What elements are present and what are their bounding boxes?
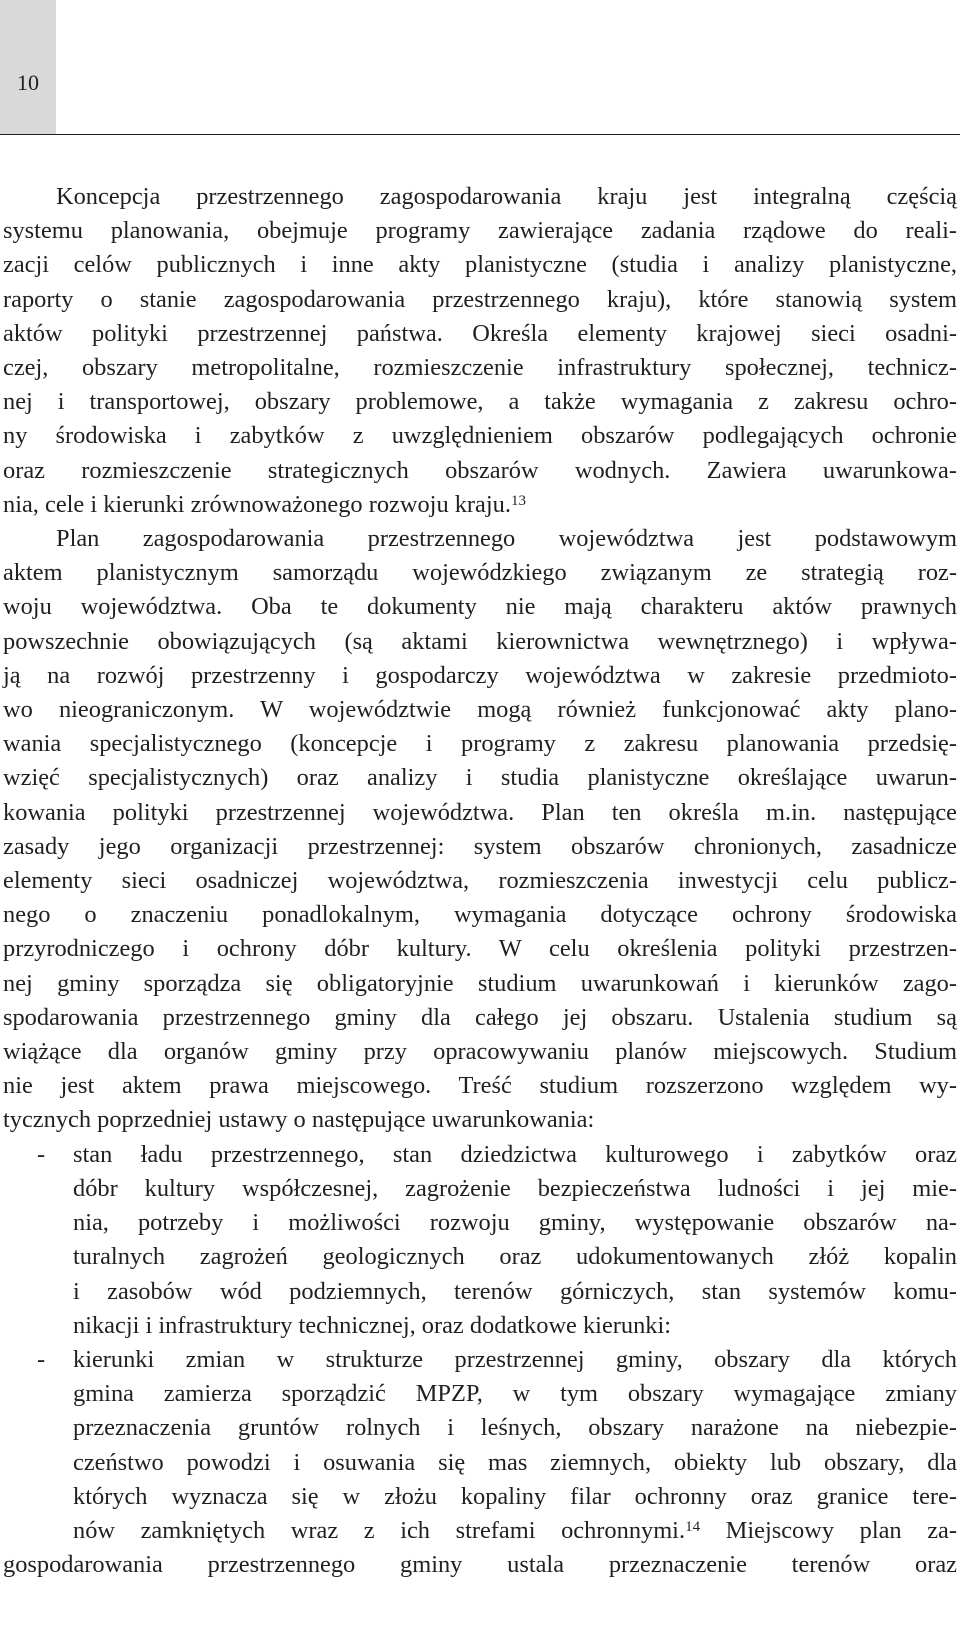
text-line: ją na rozwój przestrzenny i gospodarczy województwa w zakresie przedmioto- [3,661,957,689]
footnote-marker: 14 [685,1518,701,1535]
text-line: nej i transportowej, obszary problemowe, a także wymagania z zakresu ochro- [3,388,957,416]
text-line: wania specjalistycznego (koncepcje i programy z zakresu planowania przedsię- [3,730,957,758]
text-line: i zasobów wód podziemnych, terenów górniczych, stan systemów komu- [73,1277,957,1305]
text-line: aktem planistycznym samorządu wojewódzkiego związanym ze strategią roz- [3,559,957,587]
text-line: nikacji i infrastruktury technicznej, oraz dodatkowe kierunki: [73,1311,672,1339]
bullet-item [3,1343,957,1582]
page-number-tab [0,0,56,134]
text-line: wzięć specjalistycznych) oraz analizy i studia planistyczne określające uwarun- [3,764,957,792]
body-text [3,180,957,1582]
text-line: oraz rozmieszczenie strategicznych obszarów wodnych. Zawiera uwarunkowa- [3,456,957,484]
text-line: woju województwa. Oba te dokumenty nie mają charakteru aktów prawnych [3,593,957,621]
text-line: czej, obszary metropolitalne, rozmieszczenie infrastruktury społecznej, technicz- [3,354,957,382]
bullet-dash: - [37,1140,46,1168]
text-line: nej gminy sporządza się obligatoryjnie studium uwarunkowań i kierunków zago- [3,969,957,997]
text-line: turalnych zagrożeń geologicznych oraz udokumentowanych złóż kopalin [73,1243,957,1271]
text-line: nego o znaczeniu ponadlokalnym, wymagania dotyczące ochrony środowiska [3,901,957,929]
text-line: czeństwo powodzi i osuwania się mas ziemnych, obiekty lub obszary, dla [73,1448,957,1476]
text-line: spodarowania przestrzennego gminy dla całego jej obszaru. Ustalenia studium są [3,1003,957,1031]
text-line-content: nia, cele i kierunki zrównoważonego rozwoju kraju. [3,490,511,518]
text-line: dóbr kultury współczesnej, zagrożenie bezpieczeństwa ludności i jej mie- [73,1174,957,1202]
text-line-content: nów zamkniętych wraz z ich strefami ochronnymi. [73,1516,686,1544]
text-line [3,488,957,522]
header-rule [0,134,960,135]
text-line [3,1138,957,1172]
text-line: zasady jego organizacji przestrzennej: system obszarów chronionych, zasadnicze [3,832,957,860]
text-line: raporty o stanie zagospodarowania przestrzennego kraju), które stanowią system [3,285,957,313]
text-line: wo nieograniczonym. W województwie mogą również funkcjonować akty plano- [3,696,957,724]
text-line: nie jest aktem prawa miejscowego. Treść studium rozszerzono względem wy- [3,1072,957,1100]
text-line: przeznaczenia gruntów rolnych i leśnych, obszary narażone na niebezpie- [73,1414,957,1442]
text-line: wiążące dla organów gminy przy opracowywaniu planów miejscowych. Studium [3,1038,957,1066]
text-line-content: stan ładu przestrzennego, stan dziedzictwa kulturowego i zabytków oraz [73,1140,957,1168]
text-line: powszechnie obowiązujących (są aktami kierownictwa wewnętrznego) i wpływa- [3,627,957,655]
text-line: nia, potrzeby i możliwości rozwoju gminy, występowanie obszarów na- [73,1209,957,1237]
bullet-dash: - [37,1345,46,1373]
text-line: kowania polityki przestrzennej województwa. Plan ten określa m.in. następujące [3,798,957,826]
page-number: 10 [17,70,39,95]
text-line: Koncepcja przestrzennego zagospodarowania kraju jest integralną częścią [56,183,957,210]
text-line: Plan zagospodarowania przestrzennego województwa jest podstawowym [56,525,957,553]
text-line: gmina zamierza sporządzić MPZP, w tym obszary wymagające zmiany [73,1380,957,1408]
text-line-content: kierunki zmian w strukturze przestrzennej gminy, obszary dla których [73,1345,957,1373]
footnote-marker: 13 [510,492,526,509]
text-line: tycznych poprzedniej ustawy o następujące uwarunkowania: [3,1106,595,1134]
text-line [3,1343,957,1377]
paragraph-2 [3,522,957,1138]
text-line: których wyznacza się w złożu kopaliny filar ochronny oraz granice tere- [73,1482,957,1510]
text-line: aktów polityki przestrzennej państwa. Określa elementy krajowej sieci osadni- [3,319,957,347]
bullet-item [3,1138,957,1343]
text-line: elementy sieci osadniczej województwa, rozmieszczenia inwestycji celu publicz- [3,867,957,895]
bullet-list [3,1138,957,1583]
text-line: ny środowiska i zabytków z uwzględnieniem obszarów podlegających ochronie [3,422,957,450]
text-line [3,1514,957,1548]
text-line: systemu planowania, obejmuje programy zawierające zadania rządowe do reali- [3,217,957,245]
text-line-content: Miejscowy plan za- [700,1516,957,1544]
text-line: gospodarowania przestrzennego gminy ustala przeznaczenie terenów oraz [3,1551,957,1579]
text-line: przyrodniczego i ochrony dóbr kultury. W celu określenia polityki przestrzen- [3,935,957,963]
text-line: zacji celów publicznych i inne akty planistyczne (studia i analizy planistyczne, [3,251,957,279]
paragraph-1 [3,180,957,522]
